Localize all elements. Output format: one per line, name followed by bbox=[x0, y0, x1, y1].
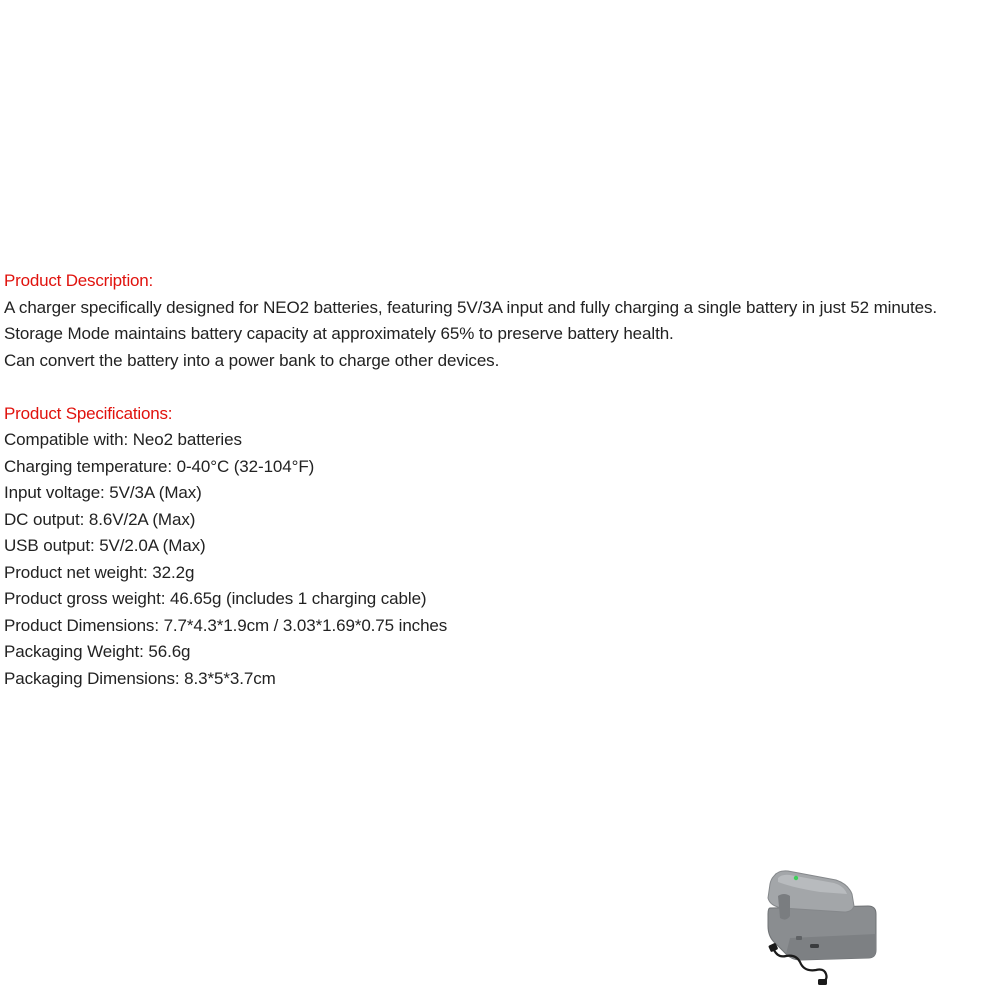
specifications-heading: Product Specifications: bbox=[4, 403, 173, 423]
spec-line: Packaging Dimensions: 8.3*5*3.7cm bbox=[4, 668, 276, 688]
description-line: A charger specifically designed for NEO2 batteries, featuring 5V/3A input and fully charging a single battery in just 52 minutes. bbox=[4, 297, 938, 317]
charger-product-image bbox=[760, 866, 884, 986]
spec-line: DC output: 8.6V/2A (Max) bbox=[4, 509, 196, 529]
spec-line: Compatible with: Neo2 batteries bbox=[4, 430, 242, 449]
description-line: Can convert the battery into a power bank to charge other devices. bbox=[4, 350, 500, 370]
spec-line: Product Dimensions: 7.7*4.3*1.9cm / 3.03*1.69*0.75 inches bbox=[4, 615, 448, 635]
spec-line: Input voltage: 5V/3A (Max) bbox=[4, 483, 202, 502]
spec-line: Charging temperature: 0-40°C (32-104°F) bbox=[4, 456, 315, 476]
section-spacer bbox=[4, 374, 1000, 401]
description-line: Storage Mode maintains battery capacity at approximately 65% to preserve battery health. bbox=[4, 324, 674, 343]
description-heading: Product Description: bbox=[4, 271, 154, 290]
product-info bbox=[4, 268, 1000, 692]
spec-line: USB output: 5V/2.0A (Max) bbox=[4, 536, 206, 555]
spec-line: Product gross weight: 46.65g (includes 1 charging cable) bbox=[4, 589, 427, 608]
spec-line: Product net weight: 32.2g bbox=[4, 562, 195, 582]
battery-charger-icon bbox=[760, 866, 884, 986]
spec-line: Packaging Weight: 56.6g bbox=[4, 642, 191, 661]
